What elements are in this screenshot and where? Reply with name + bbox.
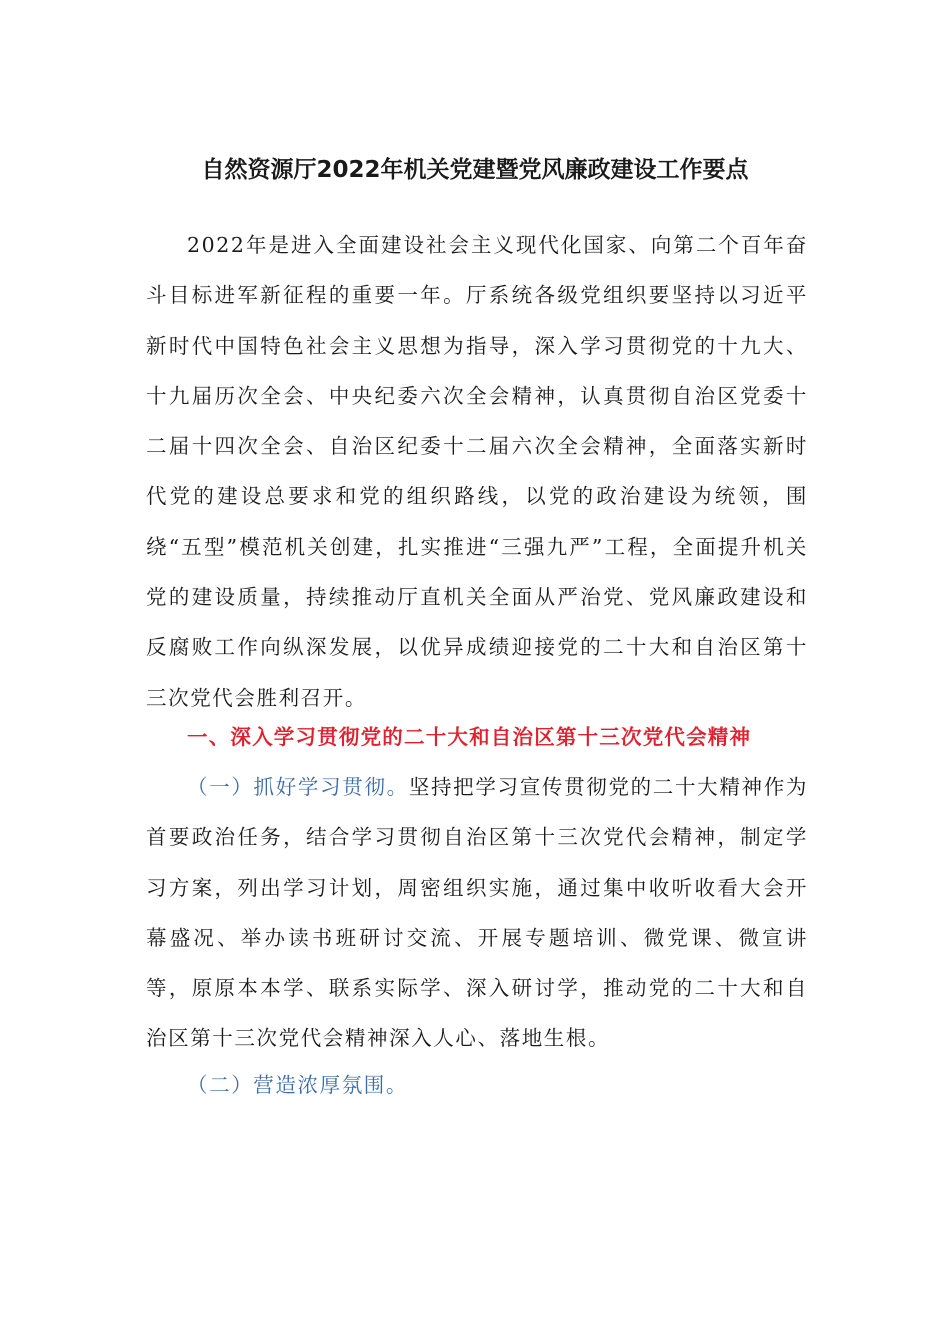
document-title: 自然资源厅2022年机关党建暨党风廉政建设工作要点	[201, 157, 749, 183]
section-heading-1: 一、深入学习贯彻党的二十大和自治区第十三次党代会精神	[187, 725, 752, 749]
item-heading-2: （二）营造浓厚氛围。	[187, 1073, 408, 1097]
item-paragraph-2	[146, 1060, 808, 1110]
item-paragraph-1	[146, 762, 808, 1064]
intro-paragraph: 2022年是进入全面建设社会主义现代化国家、向第二个百年奋斗目标进军新征程的重要一年。厅系统各级党组织要坚持以习近平新时代中国特色社会主义思想为指导，深入学习贯彻党的十九大、十九届历次全会、中央纪委六次全会精神，认真贯彻自治区党委十二届十四次全会、自治区纪委十二届六次全会精神，全面落实新时代党的建设总要求和党的组织路线，以党的政治建设为统领，围绕“五型”模范机关创建，扎实推进“三强九严”工程，全面提升机关党的建设质量，持续推动厅直机关全面从严治党、党风廉政建设和反腐败工作向纵深发展，以优异成绩迎接党的二十大和自治区第十三次党代会胜利召开。	[146, 233, 808, 710]
item-text-1: 坚持把学习宣传贯彻党的二十大精神作为首要政治任务，结合学习贯彻自治区第十三次党代会精神，制定学习方案，列出学习计划，周密组织实施，通过集中收听收看大会开幕盛况、举办读书班研讨交流、开展专题培训、微党课、微宣讲等，原原本本学、联系实际学、深入研讨学，推动党的二十大和自治区第十三次党代会精神深入人心、落地生根。	[146, 775, 808, 1051]
item-heading-1: （一）抓好学习贯彻。	[187, 775, 409, 799]
